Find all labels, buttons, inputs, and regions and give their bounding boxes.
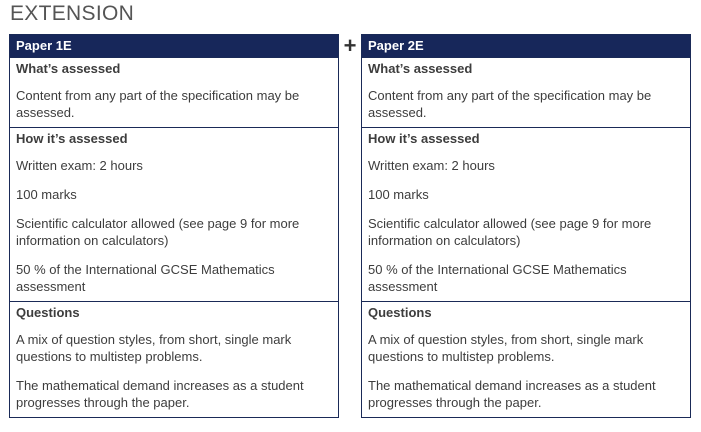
paper-1e-card: [9, 34, 339, 418]
section-questions: [362, 301, 690, 417]
section-text: A mix of question styles, from short, single mark questions to multistep problems.: [368, 332, 644, 364]
section-text: A mix of question styles, from short, single mark questions to multistep problems.: [16, 332, 292, 364]
section-title: Questions: [368, 305, 432, 320]
section-text: The mathematical demand increases as a student progresses through the paper.: [368, 378, 656, 410]
section-text: Written exam: 2 hours: [368, 158, 495, 173]
section-whats-assessed: [362, 57, 690, 127]
section-how-assessed: [10, 127, 338, 301]
section-how-assessed: [362, 127, 690, 301]
paper-title: Paper 2E: [362, 35, 690, 57]
paper-title: Paper 1E: [10, 35, 338, 57]
section-questions: [10, 301, 338, 417]
section-title: What’s assessed: [368, 61, 473, 76]
section-text: Content from any part of the specification may be assessed.: [16, 88, 300, 120]
section-title: How it’s assessed: [16, 131, 128, 146]
section-text: 50 % of the International GCSE Mathematics assessment: [368, 262, 627, 294]
section-title: Questions: [16, 305, 80, 320]
section-text: Written exam: 2 hours: [16, 158, 143, 173]
section-text: 100 marks: [16, 187, 77, 202]
section-text: Content from any part of the specification may be assessed.: [368, 88, 652, 120]
section-text: Scientific calculator allowed (see page 9 for more information on calculators): [16, 216, 300, 248]
section-text: 100 marks: [368, 187, 429, 202]
section-whats-assessed: [10, 57, 338, 127]
plus-icon: +: [343, 33, 357, 58]
section-text: Scientific calculator allowed (see page 9 for more information on calculators): [368, 216, 652, 248]
section-title: What’s assessed: [16, 61, 121, 76]
paper-2e-card: [361, 34, 691, 418]
section-text: The mathematical demand increases as a student progresses through the paper.: [16, 378, 304, 410]
section-text: 50 % of the International GCSE Mathematics assessment: [16, 262, 275, 294]
page-heading: EXTENSION: [10, 2, 135, 25]
section-title: How it’s assessed: [368, 131, 480, 146]
